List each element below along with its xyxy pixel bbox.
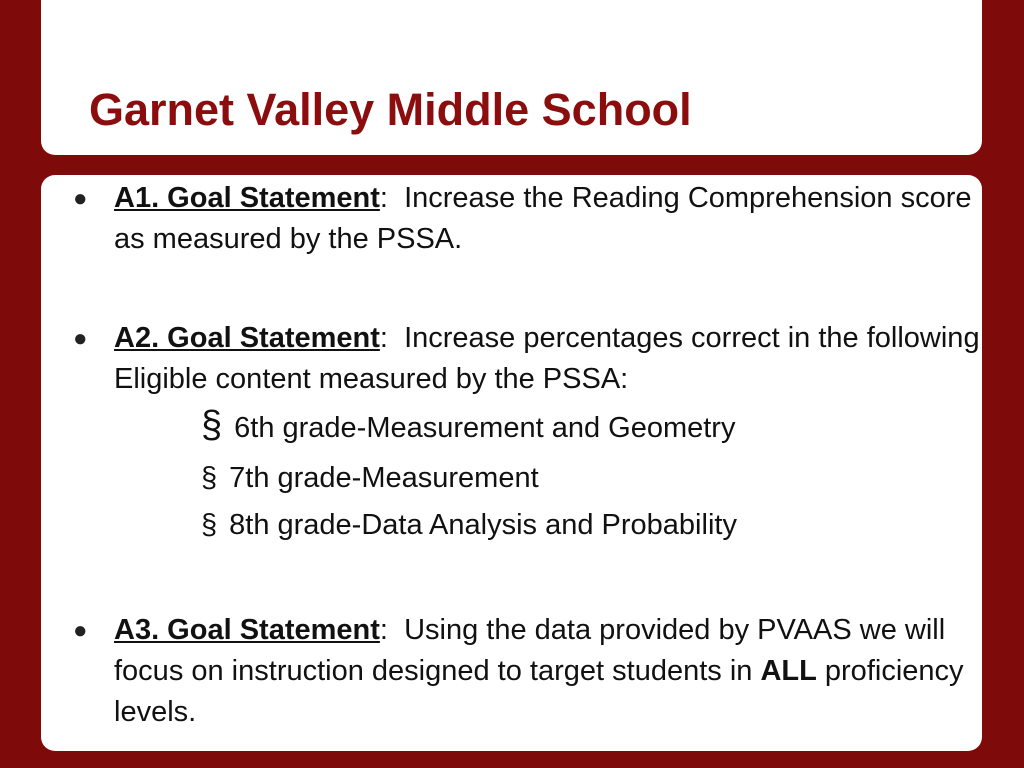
content-panel [41, 175, 988, 751]
subitem-grade-6 [201, 405, 735, 449]
goal-text-end: proficiency levels. [114, 655, 972, 728]
goal-separator: : [379, 322, 388, 354]
goal-item-a1 [73, 178, 994, 260]
subitem-grade-8 [201, 505, 737, 546]
bullet-icon: ● [73, 325, 88, 352]
bullet-icon: ● [73, 185, 88, 212]
goal-label: A1. Goal Statement [114, 182, 380, 214]
subitem-text: 7th grade-Measurement [229, 462, 539, 494]
subitem-grade-7 [201, 458, 539, 499]
goal-emphasis: ALL [760, 655, 817, 687]
slide-title: Garnet Valley Middle School [89, 84, 692, 135]
goal-label: A3. Goal Statement [114, 614, 380, 646]
goal-text: Increase the Reading Comprehension score as measured by the PSSA. [114, 182, 980, 255]
title-panel [41, 0, 982, 155]
bullet-icon: ● [73, 617, 88, 644]
goal-item-a3 [73, 610, 994, 733]
subitem-text: 6th grade-Measurement and Geometry [234, 412, 736, 444]
section-mark-icon: § [201, 462, 218, 494]
section-mark-icon: § [201, 404, 223, 446]
goal-text: Using the data provided by PVAAS we will focus on instruction designed to target students in [114, 614, 954, 687]
goal-item-a2 [73, 318, 994, 400]
subitem-text: 8th grade-Data Analysis and Probability [229, 509, 737, 541]
goal-label: A2. Goal Statement [114, 322, 380, 354]
goal-separator: : [379, 614, 388, 646]
section-mark-icon: § [201, 509, 218, 541]
goal-separator: : [379, 182, 388, 214]
goal-text: Increase percentages correct in the following Eligible content measured by the PSSA: [114, 322, 988, 395]
